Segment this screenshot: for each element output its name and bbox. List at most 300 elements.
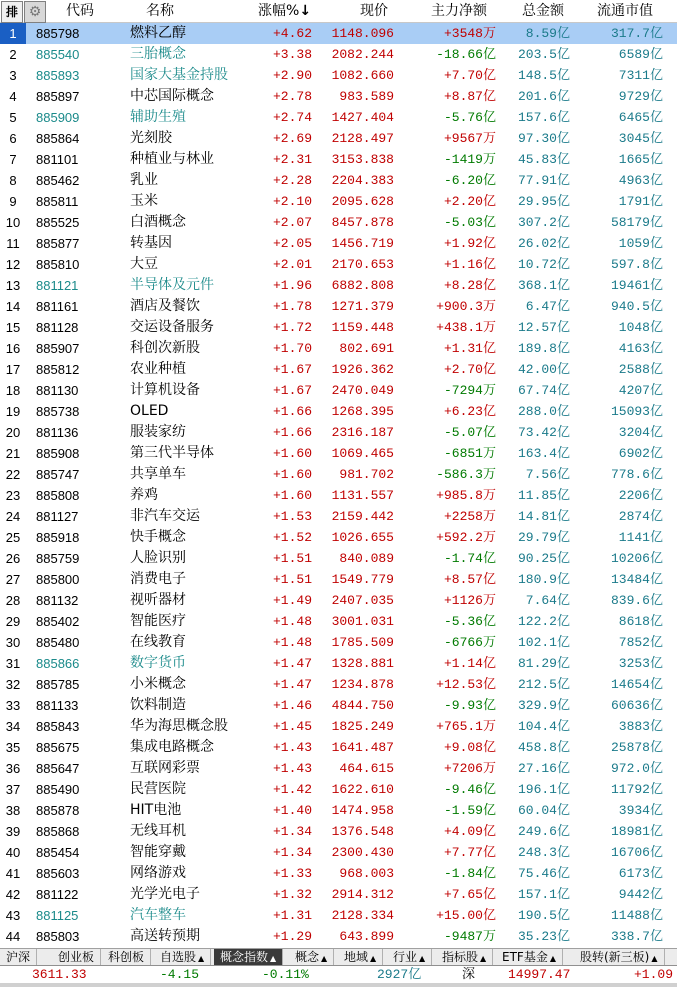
main-net-unit: 亿 <box>482 572 496 587</box>
table-row[interactable] <box>0 170 677 191</box>
market-tab[interactable] <box>496 949 563 965</box>
float-mcap-unit: 亿 <box>649 362 663 377</box>
row-number: 25 <box>5 530 21 545</box>
market-tab[interactable] <box>574 949 665 965</box>
table-row[interactable] <box>0 884 677 905</box>
main-net-value: +438.1 <box>436 320 483 335</box>
table-row[interactable] <box>0 86 677 107</box>
sector-name: HIT电池 <box>130 802 182 818</box>
table-row[interactable] <box>0 380 677 401</box>
total-amount-value: 329.9 <box>517 698 557 713</box>
total-amount <box>497 506 570 527</box>
row-number: 38 <box>5 803 21 818</box>
main-net-value: +592.2 <box>436 530 483 545</box>
sector-code: 881121 <box>36 278 79 293</box>
row-number: 33 <box>5 698 21 713</box>
total-amount <box>497 611 570 632</box>
table-row[interactable] <box>0 863 677 884</box>
main-net-amount <box>400 590 496 611</box>
row-number: 28 <box>5 593 21 608</box>
float-mcap-unit: 亿 <box>649 299 663 314</box>
main-net-value: +765.1 <box>436 719 483 734</box>
float-mcap-value: 940.5 <box>610 299 650 314</box>
total-amount <box>497 422 570 443</box>
change-pct: +1.66 <box>272 404 312 419</box>
total-amount <box>497 191 570 212</box>
sh-index-change-pct: -0.11% <box>262 967 309 982</box>
float-mcap-unit: 亿 <box>649 845 663 860</box>
row-number: 4 <box>9 89 17 104</box>
float-mcap <box>574 548 663 569</box>
float-mcap <box>574 149 663 170</box>
table-row[interactable] <box>0 695 677 716</box>
float-mcap <box>574 611 663 632</box>
main-net-unit: 万 <box>482 152 496 167</box>
main-net-amount <box>400 716 496 737</box>
float-mcap-value: 4963 <box>618 173 650 188</box>
float-mcap-unit: 亿 <box>649 887 663 902</box>
sector-code: 885647 <box>36 761 80 776</box>
sz-index-change: +1.09 <box>634 967 674 982</box>
col-header-main-net[interactable]: 主力净额 <box>431 3 487 19</box>
total-amount-value: 201.6 <box>517 89 557 104</box>
float-mcap-unit: 亿 <box>649 572 663 587</box>
float-mcap-unit: 亿 <box>649 131 663 146</box>
change-pct: +1.34 <box>272 845 312 860</box>
total-amount-value: 90.25 <box>517 551 557 566</box>
row-number: 44 <box>5 929 21 944</box>
total-amount <box>497 926 570 947</box>
main-net-value: +6.23 <box>443 404 483 419</box>
table-row[interactable] <box>0 212 677 233</box>
table-row[interactable] <box>0 107 677 128</box>
total-amount <box>497 842 570 863</box>
change-pct: +1.40 <box>272 803 312 818</box>
tab-dropdown-icon[interactable]: ▲ <box>419 954 426 963</box>
float-mcap <box>574 464 663 485</box>
float-mcap <box>574 338 663 359</box>
main-net-amount <box>400 23 496 44</box>
table-row[interactable] <box>0 653 677 674</box>
col-header-name[interactable]: 名称 <box>146 3 174 19</box>
current-price: 6882.808 <box>331 278 394 293</box>
total-amount <box>497 128 570 149</box>
market-tab[interactable] <box>338 949 383 965</box>
total-amount-unit: 亿 <box>556 47 570 62</box>
table-row[interactable] <box>0 821 677 842</box>
main-net-unit: 亿 <box>482 551 496 566</box>
total-amount-value: 29.79 <box>517 530 557 545</box>
sector-name: 燃料乙醇 <box>130 25 186 41</box>
float-mcap-unit: 亿 <box>649 929 663 944</box>
table-row[interactable] <box>0 233 677 254</box>
row-number: 19 <box>5 404 21 419</box>
float-mcap-value: 3204 <box>618 425 650 440</box>
float-mcap-unit: 亿 <box>649 677 663 692</box>
status-bar <box>0 965 677 984</box>
total-amount-value: 180.9 <box>517 572 557 587</box>
sector-name: 三胎概念 <box>130 46 186 62</box>
float-mcap <box>574 800 663 821</box>
change-pct: +1.43 <box>272 740 312 755</box>
table-row[interactable] <box>0 905 677 926</box>
total-amount-value: 77.91 <box>517 173 557 188</box>
market-tab-label: 指标股 <box>442 950 479 964</box>
main-net-amount <box>400 653 496 674</box>
main-net-unit: 亿 <box>482 677 496 692</box>
sector-code: 885907 <box>36 341 80 356</box>
current-price: 1131.557 <box>331 488 394 503</box>
gear-icon[interactable]: ⚙ <box>24 1 46 23</box>
sector-code: 881128 <box>36 320 79 335</box>
sector-code: 881130 <box>36 383 79 398</box>
total-amount-unit: 亿 <box>556 719 570 734</box>
float-mcap <box>574 212 663 233</box>
market-tab-label: ETF基金 <box>502 950 548 964</box>
main-net-amount <box>400 443 496 464</box>
main-net-unit: 亿 <box>482 362 496 377</box>
float-mcap <box>574 653 663 674</box>
main-net-unit: 亿 <box>482 866 496 881</box>
main-net-unit: 万 <box>482 593 496 608</box>
float-mcap <box>574 485 663 506</box>
float-mcap <box>574 905 663 926</box>
table-row[interactable] <box>0 590 677 611</box>
float-mcap-unit: 亿 <box>649 173 663 188</box>
row-number: 12 <box>5 257 21 272</box>
table-row[interactable] <box>0 443 677 464</box>
sector-name: 养鸡 <box>130 487 158 503</box>
float-mcap-unit: 亿 <box>649 257 663 272</box>
sector-code: 885868 <box>36 824 80 839</box>
float-mcap-value: 19461 <box>610 278 650 293</box>
float-mcap-unit: 亿 <box>649 551 663 566</box>
main-net-unit: 万 <box>482 488 496 503</box>
main-net-unit: 万 <box>482 383 496 398</box>
current-price: 1549.779 <box>331 572 394 587</box>
table-row[interactable] <box>0 842 677 863</box>
main-net-value: -9487 <box>443 929 483 944</box>
table-row[interactable] <box>0 737 677 758</box>
current-price: 968.003 <box>339 866 394 881</box>
sector-name: 大豆 <box>130 256 158 272</box>
total-amount-unit: 亿 <box>556 299 570 314</box>
main-net-amount <box>400 926 496 947</box>
table-row[interactable] <box>0 359 677 380</box>
sector-code: 885525 <box>36 215 80 230</box>
total-amount-value: 190.5 <box>517 908 557 923</box>
float-mcap-value: 1059 <box>618 236 650 251</box>
total-amount <box>497 464 570 485</box>
table-row[interactable] <box>0 401 677 422</box>
row-number: 32 <box>5 677 21 692</box>
float-mcap-value: 778.6 <box>610 467 650 482</box>
col-header-code[interactable]: 代码 <box>66 3 94 19</box>
total-amount-unit: 亿 <box>556 572 570 587</box>
table-row[interactable] <box>0 926 677 947</box>
total-amount <box>497 590 570 611</box>
total-amount-unit: 亿 <box>556 908 570 923</box>
sector-code: 885785 <box>36 677 80 692</box>
main-net-value: +985.8 <box>436 488 483 503</box>
main-net-unit: 万 <box>482 761 496 776</box>
change-pct: +1.51 <box>272 572 312 587</box>
sector-code: 885878 <box>36 803 80 818</box>
tab-dropdown-icon[interactable]: ▲ <box>198 954 205 963</box>
change-pct: +1.67 <box>272 383 312 398</box>
float-mcap <box>574 443 663 464</box>
float-mcap-value: 7311 <box>618 68 650 83</box>
total-amount <box>497 548 570 569</box>
market-tab[interactable] <box>154 949 211 965</box>
current-price: 2082.244 <box>331 47 394 62</box>
row-number: 5 <box>9 110 17 125</box>
market-tab-label: 股转(新三板) <box>580 950 650 964</box>
market-tab[interactable] <box>52 949 101 965</box>
table-row[interactable] <box>0 149 677 170</box>
float-mcap-value: 317.7 <box>610 26 650 41</box>
total-amount-unit: 亿 <box>556 173 570 188</box>
main-net-value: -9.93 <box>443 698 483 713</box>
table-row[interactable] <box>0 611 677 632</box>
main-net-unit: 万 <box>482 635 496 650</box>
sector-code: 885918 <box>36 530 80 545</box>
row-number: 18 <box>5 383 21 398</box>
main-net-amount <box>400 674 496 695</box>
main-net-amount <box>400 527 496 548</box>
change-pct: +1.67 <box>272 362 312 377</box>
float-mcap-value: 3253 <box>618 656 650 671</box>
change-pct: +1.45 <box>272 719 312 734</box>
total-amount <box>497 212 570 233</box>
sector-code: 885798 <box>36 26 80 41</box>
table-row[interactable] <box>0 23 677 44</box>
row-number: 2 <box>9 47 17 62</box>
current-price: 643.899 <box>339 929 394 944</box>
sector-code: 885490 <box>36 782 80 797</box>
float-mcap-unit: 亿 <box>649 656 663 671</box>
sector-name: 数字货币 <box>130 655 186 671</box>
tab-dropdown-icon[interactable]: ▲ <box>321 954 328 963</box>
total-amount-value: 249.6 <box>517 824 557 839</box>
change-pct: +1.42 <box>272 782 312 797</box>
main-net-value: +900.3 <box>436 299 483 314</box>
float-mcap-unit: 亿 <box>649 635 663 650</box>
float-mcap-value: 9729 <box>618 89 650 104</box>
col-header-total-amount[interactable]: 总金额 <box>522 3 564 19</box>
float-mcap-value: 6589 <box>618 47 650 62</box>
table-row[interactable] <box>0 800 677 821</box>
main-net-unit: 亿 <box>482 47 496 62</box>
table-row[interactable] <box>0 527 677 548</box>
main-net-value: +1.16 <box>443 257 483 272</box>
table-row[interactable] <box>0 191 677 212</box>
table-row[interactable] <box>0 65 677 86</box>
float-mcap-value: 15093 <box>610 404 650 419</box>
float-mcap-value: 14654 <box>610 677 650 692</box>
float-mcap-value: 6465 <box>618 110 650 125</box>
current-price: 840.089 <box>339 551 394 566</box>
market-tab[interactable] <box>102 949 151 965</box>
total-amount-unit: 亿 <box>556 551 570 566</box>
sector-code: 885812 <box>36 362 80 377</box>
change-pct: +1.46 <box>272 698 312 713</box>
table-row[interactable] <box>0 548 677 569</box>
current-price: 983.589 <box>339 89 394 104</box>
total-amount-unit: 亿 <box>556 152 570 167</box>
total-amount <box>497 443 570 464</box>
table-row[interactable] <box>0 44 677 65</box>
change-pct: +1.78 <box>272 299 312 314</box>
window-bottom-edge <box>0 983 677 987</box>
float-mcap-unit: 亿 <box>649 26 663 41</box>
total-amount-value: 458.8 <box>517 740 557 755</box>
change-pct: +1.60 <box>272 446 312 461</box>
sort-button[interactable]: 排 <box>1 1 23 23</box>
table-row[interactable] <box>0 569 677 590</box>
float-mcap <box>574 716 663 737</box>
main-net-amount <box>400 296 496 317</box>
total-amount-value: 12.57 <box>517 320 557 335</box>
main-net-unit: 亿 <box>482 278 496 293</box>
sector-code: 885811 <box>36 194 79 209</box>
table-row[interactable] <box>0 422 677 443</box>
col-header-price[interactable]: 现价 <box>360 3 388 19</box>
main-net-unit: 亿 <box>482 173 496 188</box>
sector-code: 885402 <box>36 614 80 629</box>
float-mcap-unit: 亿 <box>649 740 663 755</box>
total-amount-value: 42.00 <box>517 362 557 377</box>
current-price: 3153.838 <box>331 152 394 167</box>
table-row[interactable] <box>0 275 677 296</box>
main-net-unit: 万 <box>482 26 496 41</box>
table-row[interactable] <box>0 716 677 737</box>
market-tab[interactable] <box>387 949 432 965</box>
current-price: 2407.035 <box>331 593 394 608</box>
current-price: 1026.655 <box>331 530 394 545</box>
float-mcap-value: 2206 <box>618 488 650 503</box>
float-mcap <box>574 275 663 296</box>
table-row[interactable] <box>0 464 677 485</box>
float-mcap-unit: 亿 <box>649 593 663 608</box>
change-pct: +3.38 <box>272 47 312 62</box>
table-row[interactable] <box>0 485 677 506</box>
table-row[interactable] <box>0 128 677 149</box>
sector-code: 885540 <box>36 47 80 62</box>
main-net-unit: 亿 <box>482 341 496 356</box>
sector-name: 共享单车 <box>130 466 186 482</box>
main-net-amount <box>400 695 496 716</box>
float-mcap-value: 4163 <box>618 341 650 356</box>
sector-name: 转基因 <box>130 235 172 251</box>
main-net-amount <box>400 380 496 401</box>
sector-name: 集成电路概念 <box>130 739 214 755</box>
float-mcap <box>574 695 663 716</box>
table-row[interactable] <box>0 254 677 275</box>
market-tab[interactable] <box>436 949 493 965</box>
col-header-float-mcap[interactable]: 流通市值 <box>597 3 653 19</box>
tab-dropdown-icon[interactable]: ▲ <box>651 954 658 963</box>
main-net-value: -5.07 <box>443 425 483 440</box>
total-amount-unit: 亿 <box>556 236 570 251</box>
total-amount-unit: 亿 <box>556 110 570 125</box>
total-amount <box>497 170 570 191</box>
main-net-value: -5.36 <box>443 614 483 629</box>
col-header-change-pct[interactable] <box>258 0 311 22</box>
sector-code: 881122 <box>36 887 79 902</box>
market-tab[interactable] <box>214 949 283 965</box>
sector-code: 885800 <box>36 572 80 587</box>
total-amount-value: 75.46 <box>517 866 557 881</box>
tab-dropdown-icon[interactable]: ▲ <box>480 954 487 963</box>
main-net-amount <box>400 611 496 632</box>
total-amount-unit: 亿 <box>556 824 570 839</box>
tab-dropdown-icon[interactable]: ▲ <box>370 954 377 963</box>
float-mcap-unit: 亿 <box>649 89 663 104</box>
table-row[interactable] <box>0 506 677 527</box>
tab-dropdown-icon[interactable]: ▲ <box>549 954 556 963</box>
total-amount-unit: 亿 <box>556 446 570 461</box>
total-amount <box>497 233 570 254</box>
table-row[interactable] <box>0 758 677 779</box>
current-price: 2300.430 <box>331 845 394 860</box>
table-row[interactable] <box>0 296 677 317</box>
row-number: 9 <box>9 194 17 209</box>
sector-code: 885738 <box>36 404 80 419</box>
row-number: 36 <box>5 761 21 776</box>
current-price: 1474.958 <box>331 803 394 818</box>
current-price: 1268.395 <box>331 404 394 419</box>
float-mcap-unit: 亿 <box>649 698 663 713</box>
table-row[interactable] <box>0 779 677 800</box>
sector-code: 881136 <box>36 425 79 440</box>
table-row[interactable] <box>0 338 677 359</box>
float-mcap-value: 9442 <box>618 887 650 902</box>
sector-name: 无线耳机 <box>130 823 186 839</box>
sector-code: 885480 <box>36 635 80 650</box>
total-amount-value: 122.2 <box>517 614 557 629</box>
sector-name: 人脸识别 <box>130 550 186 566</box>
float-mcap-value: 13484 <box>610 572 650 587</box>
sector-code: 885808 <box>36 488 80 503</box>
total-amount-value: 14.81 <box>517 509 557 524</box>
tab-dropdown-icon[interactable]: ▲ <box>270 954 277 963</box>
float-mcap-unit: 亿 <box>649 530 663 545</box>
total-amount <box>497 44 570 65</box>
table-row[interactable] <box>0 317 677 338</box>
market-tab[interactable] <box>289 949 334 965</box>
total-amount-unit: 亿 <box>556 488 570 503</box>
main-net-unit: 万 <box>482 446 496 461</box>
float-mcap-unit: 亿 <box>649 236 663 251</box>
float-mcap-value: 60636 <box>610 698 650 713</box>
main-net-value: +12.53 <box>436 677 483 692</box>
market-tab[interactable] <box>0 949 37 965</box>
total-amount-value: 11.85 <box>517 488 557 503</box>
change-pct: +1.48 <box>272 614 312 629</box>
market-tab-label: 行业 <box>393 950 418 964</box>
float-mcap-unit: 亿 <box>649 194 663 209</box>
table-row[interactable] <box>0 632 677 653</box>
sector-code: 881125 <box>36 908 79 923</box>
total-amount-value: 35.23 <box>517 929 557 944</box>
float-mcap <box>574 65 663 86</box>
sector-name: 中芯国际概念 <box>130 88 214 104</box>
table-row[interactable] <box>0 674 677 695</box>
sector-name: 消费电子 <box>130 571 186 587</box>
sector-name: 科创次新股 <box>130 340 200 356</box>
total-amount <box>497 296 570 317</box>
